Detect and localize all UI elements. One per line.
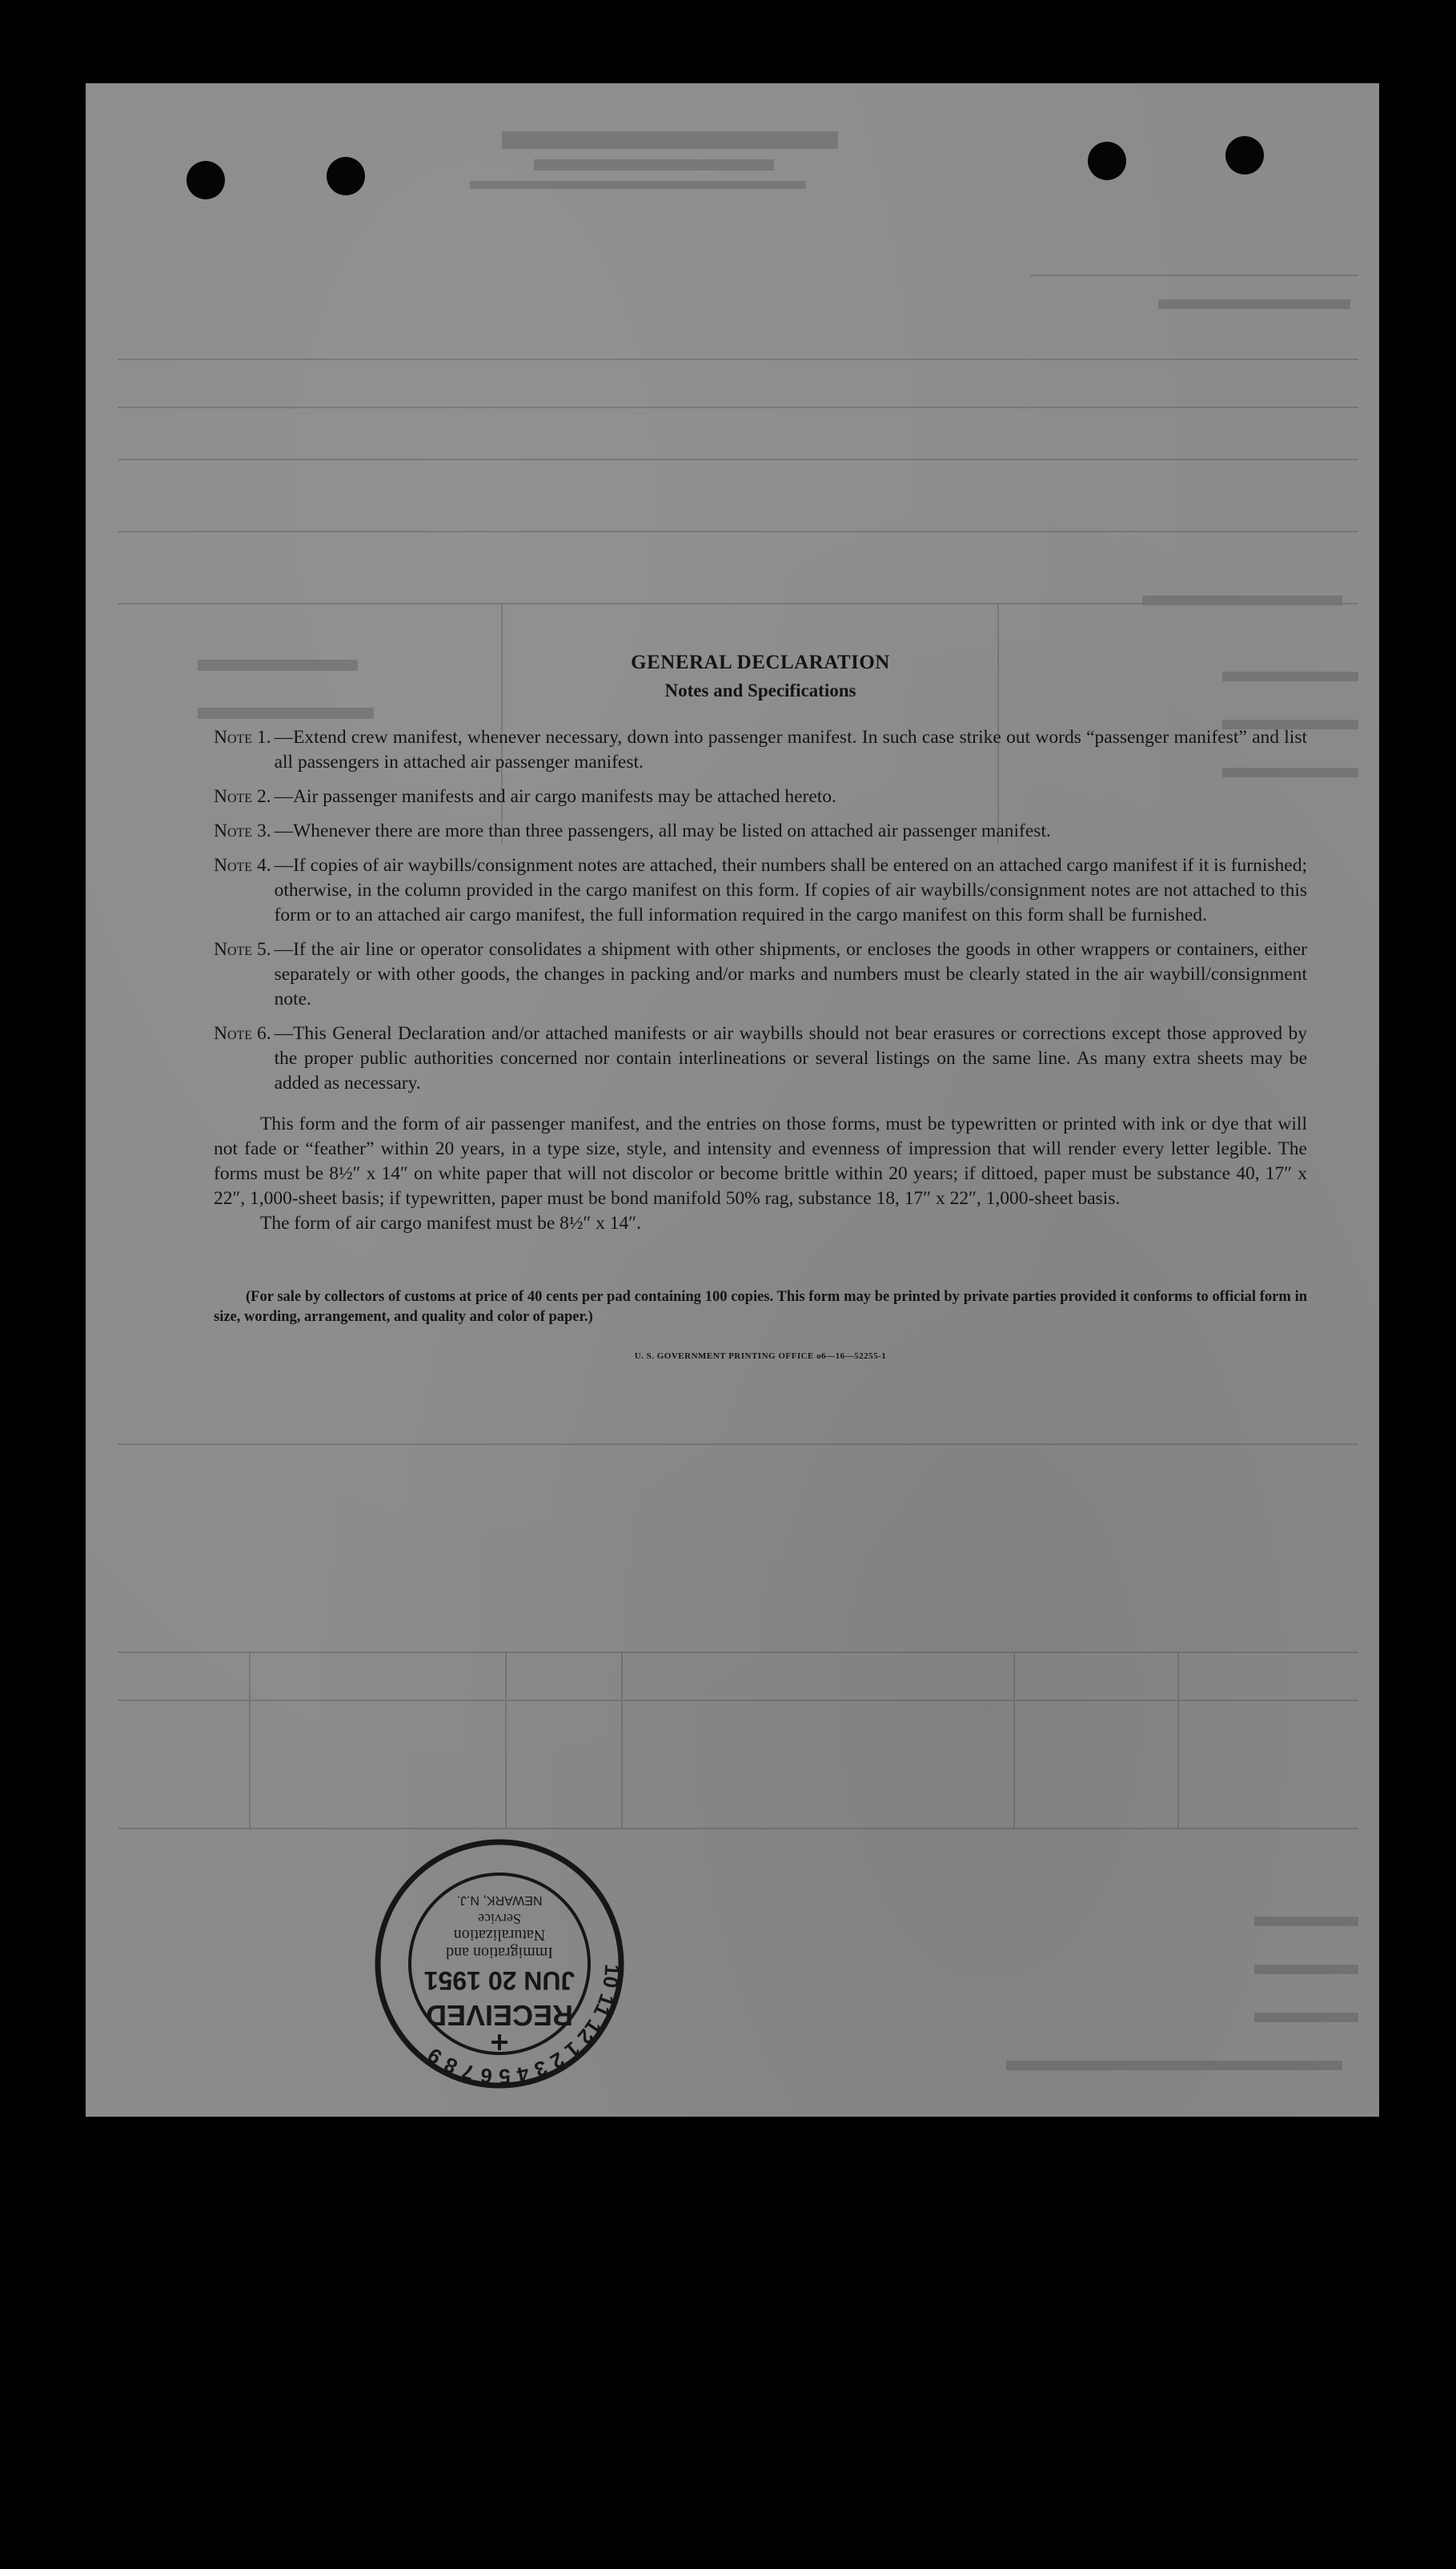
note-item	[214, 785, 1307, 809]
note-text: —If copies of air waybills/consignment notes are attached, their numbers shall be entered on an attached cargo manifest if it is furnished; otherwise, in the column provided in the cargo manifest on this form. If copies of air waybills/consignment notes are not attached to this form or to an attached air cargo manifest, the full information required in the cargo manifest on this form shall be furnished.	[274, 855, 1307, 925]
note-item	[214, 819, 1307, 844]
stamp-received-text: RECEIVED	[425, 1999, 574, 2032]
note-label: Note 4.	[214, 855, 271, 876]
note-item	[214, 937, 1307, 1012]
note-label: Note 3.	[214, 821, 271, 841]
document-page	[86, 83, 1379, 2117]
stamp-cross-icon	[491, 2034, 507, 2050]
received-stamp	[371, 1836, 628, 2092]
stamp-agency-line3: Service	[478, 1911, 521, 1927]
punch-hole	[327, 157, 365, 195]
note-label: Note 6.	[214, 1023, 271, 1044]
stamp-ring-numbers: 10 11 12 1 2 3 4 5 6 7 8 9	[423, 1963, 625, 2089]
stamp-location: NEWARK, N.J.	[456, 1893, 543, 1907]
note-item	[214, 1022, 1307, 1096]
note-item	[214, 725, 1307, 775]
note-text: —Extend crew manifest, whenever necessary, down into passenger manifest. In such case strike out words “passenger manifest” and list all passengers in attached air passenger manifest.	[274, 727, 1307, 773]
note-text: —Air passenger manifests and air cargo manifests may be attached hereto.	[274, 786, 836, 807]
stamp-agency-line1: Immigration and	[446, 1944, 553, 1961]
note-label: Note 1.	[214, 727, 271, 748]
punch-hole	[1088, 142, 1126, 180]
note-text: —This General Declaration and/or attached manifests or air waybills should not bear erasures or corrections except those approved by the proper public authorities concerned nor contain interlineations or several listings on the same line. As many extra sheets may be added as necessary.	[274, 1023, 1307, 1094]
punch-hole	[187, 161, 225, 199]
note-item	[214, 853, 1307, 928]
cargo-manifest-size: The form of air cargo manifest must be 8½″ x 14″.	[260, 1213, 641, 1234]
page-title: GENERAL DECLARATION	[631, 652, 890, 673]
note-text: —If the air line or operator consolidates a shipment with other shipments, or encloses the goods in other wrappers or containers, either separately or with other goods, the changes in packing and/or marks and numbers must be clearly stated in the air waybill/consignment note.	[274, 939, 1307, 1010]
note-label: Note 5.	[214, 939, 271, 960]
stamp-date: JUN 20 1951	[423, 1966, 576, 1995]
page-subtitle: Notes and Specifications	[664, 680, 856, 700]
stamp-agency-line2: Naturalization	[453, 1926, 546, 1944]
declaration-notes	[214, 652, 1307, 1361]
printing-office-line: U. S. GOVERNMENT PRINTING OFFICE o6—16—52255-1	[634, 1351, 887, 1361]
sale-notice: (For sale by collectors of customs at price of 40 cents per pad containing 100 copies. This form may be printed by private parties provided it conforms to official form in size, wording, arrangement, and quality and color of paper.)	[214, 1289, 1307, 1325]
punch-hole	[1225, 136, 1264, 175]
note-text: —Whenever there are more than three passengers, all may be listed on attached air passenger manifest.	[274, 821, 1051, 841]
specifications-paragraph: This form and the form of air passenger manifest, and the entries on those forms, must be typewritten or printed with ink or dye that will not fade or “feather” within 20 years, in a type size, style, and intensity and evenness of impression that will render every letter legible. The forms must be 8½″ x 14″ on white paper that will not discolor or become brittle within 20 years; if dittoed, paper must be substance 40, 17″ x 22″, 1,000-sheet basis; if typewritten, paper must be bond manifold 50% rag, substance 18, 17″ x 22″, 1,000-sheet basis.	[214, 1114, 1307, 1209]
note-label: Note 2.	[214, 786, 271, 807]
